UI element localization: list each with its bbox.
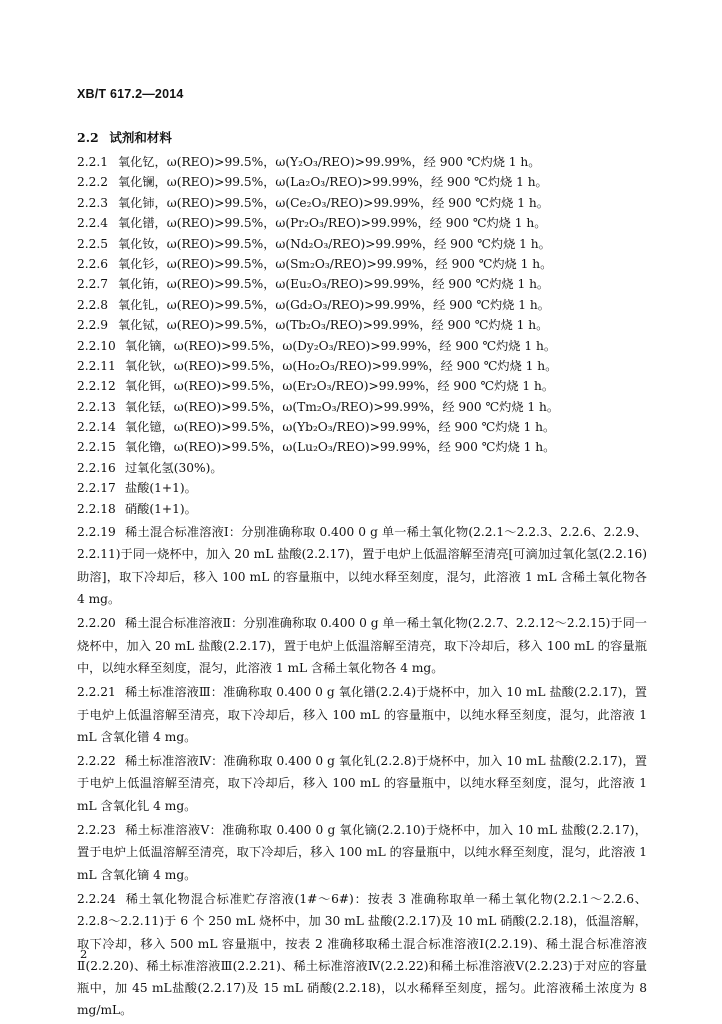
paragraph-number: 2.2.23 [77, 823, 116, 838]
reagent-item [77, 295, 647, 315]
paragraph-number: 2.2.19 [77, 525, 116, 540]
reagent-item [77, 356, 647, 376]
item-number: 2.2.11 [77, 358, 116, 373]
item-number: 2.2.7 [77, 277, 109, 292]
item-number: 2.2.6 [77, 256, 109, 271]
item-text: 氧化钐，ω(REO)>99.5%，ω(Sm₂O₃/REO)>99.99%，经 900 ℃灼烧 1 h。 [118, 256, 553, 271]
item-text: 氧化铈，ω(REO)>99.5%，ω(Ce₂O₃/REO)>99.99%，经 900 ℃灼烧 1 h。 [118, 195, 549, 210]
solution-paragraph [77, 888, 647, 1022]
item-number: 2.2.9 [77, 318, 109, 333]
item-text: 氧化镝，ω(REO)>99.5%，ω(Dy₂O₃/REO)>99.99%，经 900 ℃灼烧 1 h。 [125, 338, 557, 353]
reagent-item [77, 437, 647, 457]
item-number: 2.2.5 [77, 236, 109, 251]
reagent-item [77, 152, 647, 172]
solution-paragraph [77, 819, 647, 886]
paragraph-number: 2.2.22 [77, 754, 116, 769]
item-number: 2.2.10 [77, 338, 116, 353]
section-number: 2.2 [77, 130, 99, 145]
page-number: 2 [80, 947, 88, 961]
reagent-item [77, 458, 647, 478]
item-number: 2.2.4 [77, 216, 109, 231]
item-text: 氧化钬，ω(REO)>99.5%，ω(Ho₂O₃/REO)>99.99%，经 900 ℃灼烧 1 h。 [125, 358, 558, 373]
item-number: 2.2.13 [77, 399, 116, 414]
solution-paragraph [77, 750, 647, 817]
paragraph-number: 2.2.21 [77, 685, 116, 700]
paragraph-text: 稀土标准溶液Ⅴ：准确称取 0.400 0 g 氧化镝(2.2.10)于烧杯中，加入 10 mL 盐酸(2.2.17)，置于电炉上低温溶解至清亮，取下冷却后，移入 100 mL 的容量瓶中，以纯水释至刻度，混匀，此溶液 1 mL 含氧化镝 4 mg。 [77, 823, 647, 882]
item-number: 2.2.8 [77, 297, 109, 312]
reagent-list [77, 152, 647, 519]
paragraph-text: 稀土标准溶液Ⅳ：准确称取 0.400 0 g 氧化钆(2.2.8)于烧杯中，加入 10 mL 盐酸(2.2.17)，置于电炉上低温溶解至清亮，取下冷却后，移入 100 mL 的容量瓶中，以纯水释至刻度，混匀，此溶液 1 mL 含氧化钆 4 mg。 [77, 754, 647, 813]
reagent-item [77, 193, 647, 213]
item-number: 2.2.15 [77, 440, 116, 455]
item-text: 氧化铥，ω(REO)>99.5%，ω(Tm₂O₃/REO)>99.99%，经 900 ℃灼烧 1 h。 [125, 399, 560, 414]
item-text: 氧化镨，ω(REO)>99.5%，ω(Pr₂O₃/REO)>99.99%，经 900 ℃灼烧 1 h。 [118, 216, 547, 231]
paragraph-number: 2.2.20 [77, 616, 116, 631]
solution-paragraphs [77, 521, 647, 1024]
item-text: 氧化钆，ω(REO)>99.5%，ω(Gd₂O₃/REO)>99.99%，经 900 ℃灼烧 1 h。 [118, 297, 550, 312]
item-number: 2.2.14 [77, 420, 116, 435]
paragraph-text: 稀土标准溶液Ⅲ：准确称取 0.400 0 g 氧化镨(2.2.4)于烧杯中，加入 10 mL 盐酸(2.2.17)，置于电炉上低温溶解至清亮，取下冷却后，移入 100 mL 的容量瓶中，以纯水释至刻度，混匀，此溶液 1 mL 含氧化镨 4 mg。 [77, 685, 647, 744]
item-text: 氧化钕，ω(REO)>99.5%，ω(Nd₂O₃/REO)>99.99%，经 900 ℃灼烧 1 h。 [118, 236, 551, 251]
item-text: 氧化镧，ω(REO)>99.5%，ω(La₂O₃/REO)>99.99%，经 900 ℃灼烧 1 h。 [118, 175, 548, 190]
reagent-item [77, 172, 647, 192]
item-number: 2.2.2 [77, 175, 109, 190]
reagent-item [77, 213, 647, 233]
standard-code-header: XB/T 617.2—2014 [77, 87, 184, 101]
section-title: 试剂和材料 [109, 130, 172, 145]
item-number: 2.2.16 [77, 460, 116, 475]
item-text: 氧化镱，ω(REO)>99.5%，ω(Yb₂O₃/REO)>99.99%，经 900 ℃灼烧 1 h。 [125, 420, 556, 435]
item-text: 过氧化氢(30%)。 [125, 460, 223, 475]
reagent-item [77, 397, 647, 417]
paragraph-text: 稀土氧化物混合标准贮存溶液(1#～6#)：按表 3 准确称取单一稀土氧化物(2.2.1～2.2.6、2.2.8～2.2.11)于 6 个 250 mL 烧杯中，加 30 mL 盐酸(2.2.17)及 10 mL 硝酸(2.2.18)，低温溶解，取下冷却，移入 500 mL 容量瓶中，按表 2 准确移取稀土混合标准溶液Ⅰ(2.2.19)、稀土混合标准溶液Ⅱ(2.2.20)、稀土标准溶液Ⅲ(2.2.21)、稀土标准溶液Ⅳ(2.2.22)和稀土标准溶液Ⅴ(2.2.23)于对应的容量瓶中，加 45 mL盐酸(2.2.17)及 15 mL 硝酸(2.2.18)，以水稀释至刻度，摇匀。此溶液稀土浓度为 8 mg/mL。 [77, 891, 647, 1018]
solution-paragraph [77, 612, 647, 679]
reagent-item [77, 336, 647, 356]
item-text: 氧化钇，ω(REO)>99.5%，ω(Y₂O₃/REO)>99.99%，经 900 ℃灼烧 1 h。 [118, 155, 541, 169]
solution-paragraph [77, 521, 647, 610]
reagent-item [77, 376, 647, 396]
reagent-item [77, 417, 647, 437]
reagent-item [77, 315, 647, 335]
item-number: 2.2.12 [77, 379, 116, 394]
paragraph-text: 稀土混合标准溶液Ⅱ：分别准确称取 0.400 0 g 单一稀土氧化物(2.2.7、2.2.12～2.2.15)于同一烧杯中，加入 20 mL 盐酸(2.2.17)，置于电炉上低温溶解至清亮，取下冷却后，移入 100 mL 的容量瓶中，以纯水释至刻度，混匀，此溶液 1 mL 含稀土氧化物各 4 mg。 [77, 616, 647, 675]
item-text: 氧化铽，ω(REO)>99.5%，ω(Tb₂O₃/REO)>99.99%，经 900 ℃灼烧 1 h。 [118, 318, 549, 333]
reagent-item [77, 478, 647, 498]
item-text: 氧化铒，ω(REO)>99.5%，ω(Er₂O₃/REO)>99.99%，经 900 ℃灼烧 1 h。 [125, 379, 555, 394]
reagent-item [77, 499, 647, 519]
item-number: 2.2.1 [77, 155, 109, 169]
solution-paragraph [77, 681, 647, 748]
item-text: 硝酸(1+1)。 [125, 501, 197, 516]
reagent-item [77, 254, 647, 274]
item-text: 氧化镥，ω(REO)>99.5%，ω(Lu₂O₃/REO)>99.99%，经 900 ℃灼烧 1 h。 [125, 440, 556, 455]
paragraph-text: 稀土混合标准溶液Ⅰ：分别准确称取 0.400 0 g 单一稀土氧化物(2.2.1～2.2.3、2.2.6、2.2.9、2.2.11)于同一烧杯中，加入 20 mL 盐酸(2.2.17)，置于电炉上低温溶解至清亮[可滴加过氧化氢(2.2.16)助溶]，取下冷却后，移入 100 mL 的容量瓶中，以纯水释至刻度，混匀，此溶液 1 mL 含稀土氧化物各 4 mg。 [77, 525, 647, 607]
reagent-item [77, 234, 647, 254]
item-number: 2.2.3 [77, 195, 109, 210]
section-heading [77, 128, 172, 146]
item-text: 氧化铕，ω(REO)>99.5%，ω(Eu₂O₃/REO)>99.99%，经 900 ℃灼烧 1 h。 [118, 277, 550, 292]
reagent-item [77, 274, 647, 294]
item-text: 盐酸(1+1)。 [125, 481, 197, 496]
paragraph-number: 2.2.24 [77, 891, 116, 906]
item-number: 2.2.17 [77, 481, 116, 496]
item-number: 2.2.18 [77, 501, 116, 516]
